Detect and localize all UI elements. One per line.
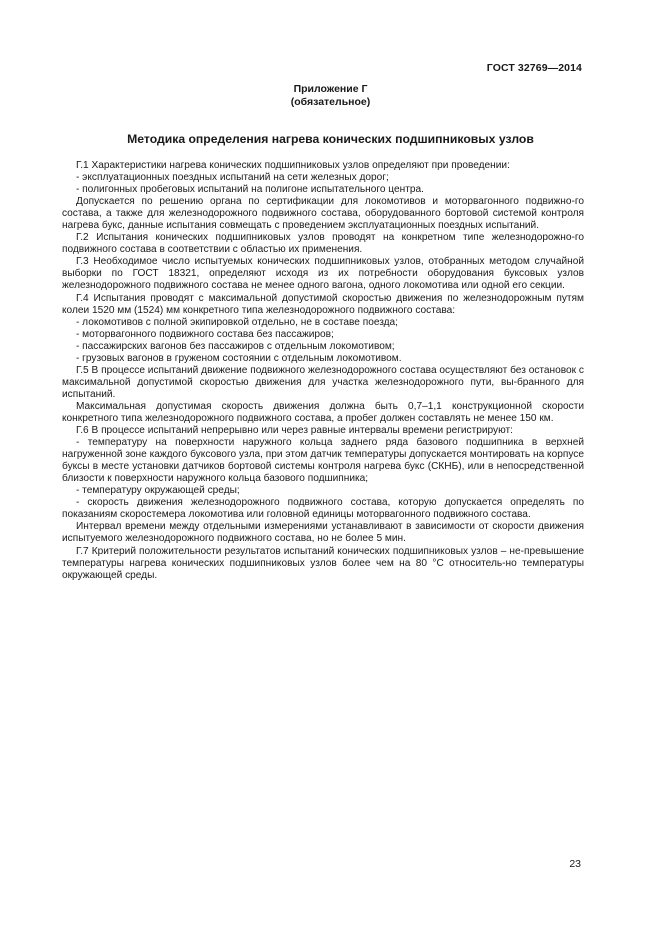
body-text	[62, 160, 584, 582]
paragraph: Г.1 Характеристики нагрева конических подшипниковых узлов определяют при проведении:	[76, 160, 510, 171]
paragraph: Г.4 Испытания проводят с максимальной допустимой скоростью движения по железнодорожным путям колеи 1520 мм (1524) мм конкретного типа железнодорожного подвижного состава:	[62, 292, 584, 316]
paragraph: - пассажирских вагонов без пассажиров с отдельным локомотивом;	[76, 340, 395, 352]
paragraph: - эксплуатационных поездных испытаний на сети железных дорог;	[76, 172, 389, 184]
paragraph: Г.5 В процессе испытаний движение подвижного железнодорожного состава осуществляют без остановок с максимальной допустимой скоростью движения для участка железнодорожного пути, вы-бранного для испытаний.	[62, 364, 584, 400]
paragraph: Интервал времени между отдельными измерениями устанавливают в зависимости от скорости движения испытуемого железнодорожного подвижного состава, но не более 5 мин.	[62, 521, 584, 545]
paragraph: Г.7 Критерий положительности результатов испытаний конических подшипниковых узлов – не-превышение температуры нагрева конических подшипниковых узлов более чем на 80 °С относитель-но температуры окружающей среды.	[62, 545, 584, 581]
paragraph: - локомотивов с полной экипировкой отдельно, не в составе поезда;	[76, 316, 399, 328]
appendix-heading	[0, 83, 661, 109]
paragraph: Максимальная допустимая скорость движения должна быть 0,7–1,1 конструкционной скорости конкретного типа железнодорожного подвижного состава, а пробег должен составлять не менее 150 км.	[62, 400, 584, 424]
paragraph: - полигонных пробеговых испытаний на полигоне испытательного центра.	[76, 184, 424, 196]
page-number: 23	[569, 858, 581, 870]
paragraph: - скорость движения железнодорожного подвижного состава, которую допускается определять по показаниям скоростемера локомотива или головной единицы моторвагонного подвижного состава.	[62, 497, 584, 521]
paragraph: Г.6 В процессе испытаний непрерывно или через равные интервалы времени регистрируют:	[76, 425, 513, 437]
paragraph: Г.2 Испытания конических подшипниковых узлов проводят на конкретном типе железнодорожно-го подвижного состава в соответствии с областью их применения.	[62, 232, 584, 256]
paragraph: Допускается по решению органа по сертификации для локомотивов и моторвагонного подвижно-го состава, а также для железнодорожного подвижного состава, оборудованного бортовой системой контроля нагрева букс, данные испытания совмещать с проведением эксплуатационных поездных испытаний.	[62, 196, 584, 232]
appendix-status: (обязательное)	[290, 96, 371, 108]
paragraph: - температуру окружающей среды;	[76, 485, 240, 497]
paragraph: Г.3 Необходимое число испытуемых конических подшипниковых узлов, отобранных методом случайной выборки по ГОСТ 18321, определяют исходя из их потребности оборудования буксовых узлов железнодорожного подвижного состава не менее одного вагона, одного локомотива или одной его секции.	[62, 256, 584, 292]
paragraph: - моторвагонного подвижного состава без пассажиров;	[76, 328, 334, 340]
paragraph: - грузовых вагонов в груженом состоянии с отдельным локомотивом.	[76, 352, 402, 364]
section-title: Методика определения нагрева конических подшипниковых узлов	[127, 132, 534, 146]
appendix-title: Приложение Г	[293, 83, 368, 95]
document-standard-header: ГОСТ 32769—2014	[486, 62, 582, 74]
paragraph: - температуру на поверхности наружного кольца заднего ряда базового подшипника в верхней нагруженной зоне каждого буксового узла, при этом датчик температуры допускается монтировать на корпусе буксы в месте установки датчиков бортовой системы контроля нагрева букс (СКНБ), или в непосредственной близости к поверхности наружного кольца базового подшипника;	[62, 437, 584, 485]
